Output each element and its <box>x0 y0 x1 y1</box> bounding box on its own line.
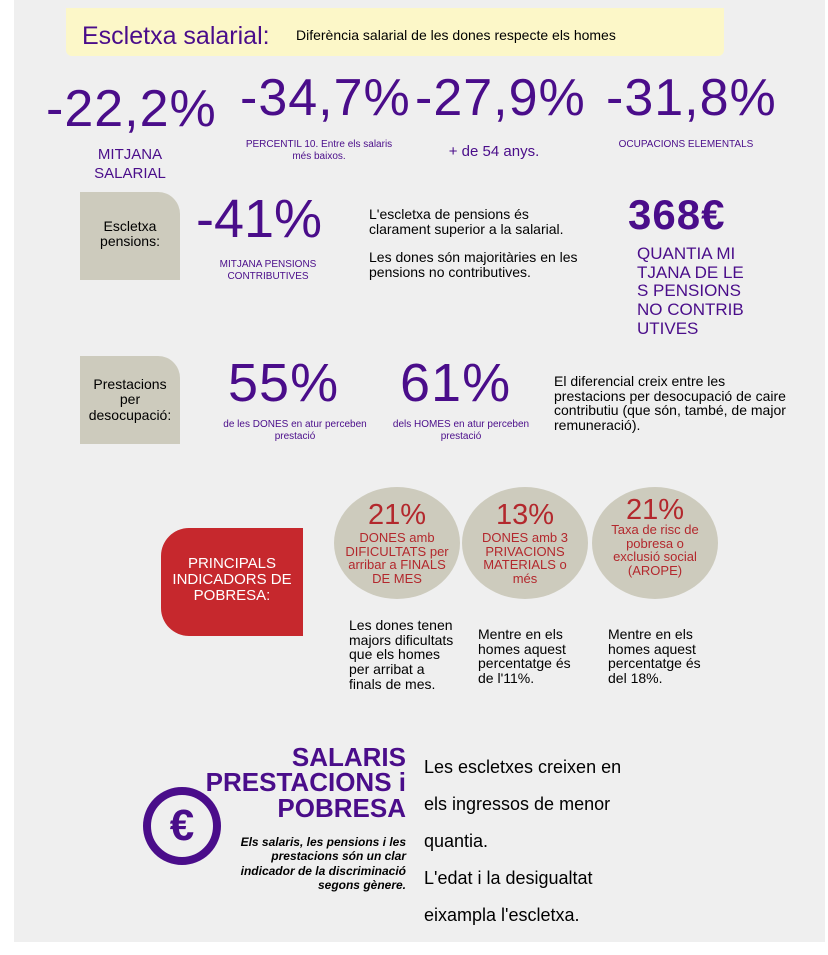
closing-line: Les escletxes creixen en <box>424 757 622 777</box>
closing-line: L'edat i la desigualtat <box>424 868 593 888</box>
men-benefit-caption: dels HOMES en atur perceben prestació <box>392 419 530 442</box>
closing-line: els ingressos de menor <box>424 794 611 814</box>
men-benefit-value: 61% <box>400 353 512 413</box>
gap-p10-value: -34,7% <box>240 69 411 127</box>
page-title: Escletxa salarial: <box>82 22 270 50</box>
gap-average-caption: MITJANA SALARIAL <box>94 146 166 182</box>
gap-p10-caption: PERCENTIL 10. Entre els salaris més baixos. <box>245 139 393 162</box>
pensions-text-2: Les dones són majoritàries en les pensions no contributives. <box>369 249 578 280</box>
poverty-note-end-of-month: Les dones tenen majors dificultats que els homes per arribat a finals de mes. <box>349 617 454 692</box>
closing-line: eixampla l'escletxa. <box>424 905 580 925</box>
unemployment-text: El diferencial creix entre les prestacions per desocupació de caire contributiu (que són, també, de major remuneració). <box>554 373 786 434</box>
poverty-deprivations-label: DONES amb 3 PRIVACIONS MATERIALS o més <box>482 530 568 586</box>
gap-occupations-caption: OCUPACIONS ELEMENTALS <box>618 139 754 150</box>
poverty-note-arope: Mentre en els homes aquest percentatge és del 18%. <box>608 626 701 687</box>
gap-average-value: -22,2% <box>46 80 217 138</box>
gap-age-value: -27,9% <box>415 69 586 127</box>
poverty-arope-label: Taxa de risc de pobresa o exclusió social (AROPE) <box>611 522 699 578</box>
page-subtitle: Diferència salarial de les dones respecte els homes <box>296 27 616 43</box>
pensions-gap-value: -41% <box>196 189 323 249</box>
pensions-tab-label: Escletxa pensions: <box>100 218 160 250</box>
euro-icon: € <box>143 787 221 865</box>
poverty-deprivations-value: 13% <box>495 499 555 531</box>
poverty-circle-deprivations <box>462 487 588 599</box>
poverty-end-of-month-label: DONES amb DIFICULTATS per arribar a FINALS DE MES <box>345 530 449 586</box>
pensions-text-1: L'escletxa de pensions és clarament superior a la salarial. <box>369 206 564 237</box>
women-benefit-caption: de les DONES en atur perceben prestació <box>223 419 367 442</box>
closing-text <box>424 749 621 934</box>
poverty-arope-value: 21% <box>625 494 685 526</box>
summary-italic-text: Els salaris, les pensions i les prestacions són un clar indicador de la discriminació segons gènere. <box>240 835 406 893</box>
unemployment-tab-label: Prestacions per desocupació: <box>88 376 172 423</box>
closing-line: quantia. <box>424 831 489 851</box>
summary-heading <box>190 742 406 823</box>
pension-amount-caption: QUANTIA MITJANA DE LES PENSIONS NO CONTRIBUTIVES <box>637 244 744 338</box>
pensions-gap-caption: MITJANA PENSIONS CONTRIBUTIVES <box>219 259 317 282</box>
gap-age-caption: + de 54 anys. <box>448 143 540 160</box>
gap-occupations-value: -31,8% <box>606 69 777 127</box>
poverty-end-of-month-value: 21% <box>367 499 427 531</box>
summary-heading-line-2: PRESTACIONS i <box>205 767 406 798</box>
poverty-tab-label: PRINCIPALS INDICADORS DE POBRESA: <box>172 555 292 604</box>
poverty-circle-arope <box>592 487 718 599</box>
poverty-circle-end-of-month <box>334 487 460 599</box>
poverty-note-deprivations: Mentre en els homes aquest percentatge és de l'11%. <box>478 626 571 687</box>
summary-heading-line-1: SALARIS <box>291 742 406 772</box>
pension-amount: 368€ <box>628 191 726 238</box>
women-benefit-value: 55% <box>228 353 340 413</box>
summary-heading-line-3: POBRESA <box>277 792 406 823</box>
